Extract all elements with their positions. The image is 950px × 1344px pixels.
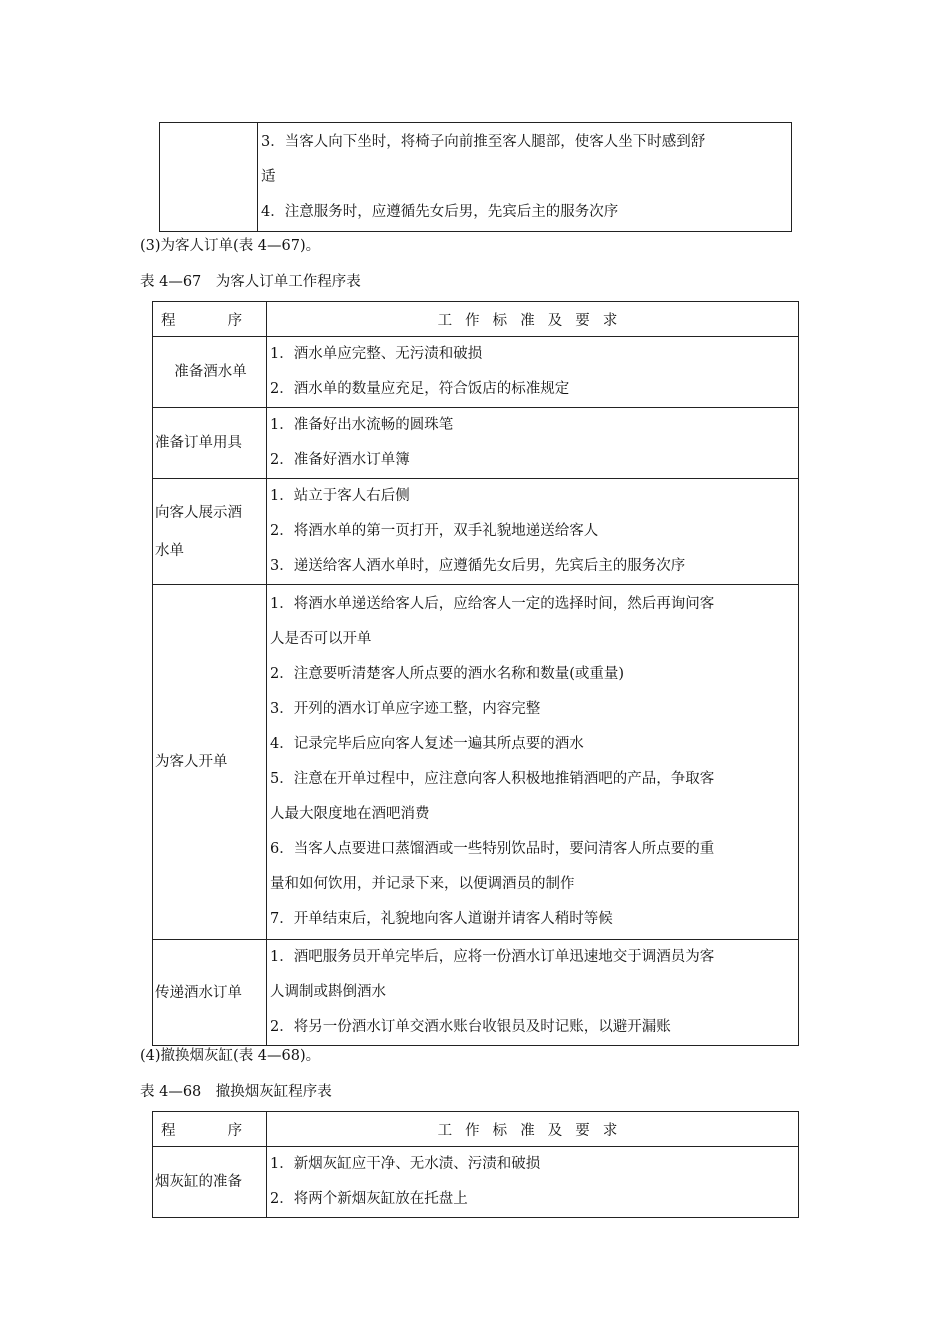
standard-line: 1．酒吧服务员开单完毕后，应将一份酒水订单迅速地交于调酒员为客 bbox=[270, 949, 715, 965]
standard-cell bbox=[267, 408, 799, 479]
table-header-row bbox=[153, 1112, 799, 1147]
standard-line: 4．注意服务时，应遵循先女后男，先宾后主的服务次序 bbox=[261, 203, 619, 220]
standard-line: 6．当客人点要进口蒸馏酒或一些特别饮品时，要问清客人所点要的重 bbox=[270, 841, 715, 857]
standard-cell bbox=[267, 337, 799, 408]
standard-line: 1．站立于客人右后侧 bbox=[270, 488, 410, 504]
table-row bbox=[153, 585, 799, 940]
standard-line: 3．递送给客人酒水单时，应遵循先女后男，先宾后主的服务次序 bbox=[270, 558, 686, 574]
standard-line: 1．准备好出水流畅的圆珠笔 bbox=[270, 417, 454, 433]
section3-intro: (3)为客人订单(表 4—67)。 bbox=[140, 238, 321, 254]
header-procedure: 程 序 bbox=[153, 1112, 267, 1147]
standard-line: 2．酒水单的数量应充足，符合饭店的标准规定 bbox=[270, 381, 570, 397]
section3-caption: 表 4—67 为客人订单工作程序表 bbox=[140, 274, 361, 290]
standard-line: 5．注意在开单过程中，应注意向客人积极地推销酒吧的产品，争取客 bbox=[270, 771, 715, 787]
standard-cell bbox=[267, 1147, 799, 1218]
header-standard: 工作标准及要求 bbox=[267, 1112, 799, 1147]
procedure-cell: 为客人开单 bbox=[153, 585, 267, 940]
standard-line: 2．准备好酒水订单簿 bbox=[270, 452, 410, 468]
header-procedure: 程 序 bbox=[153, 302, 267, 337]
table-row bbox=[153, 1147, 799, 1218]
table-row bbox=[153, 408, 799, 479]
standard-line: 适 bbox=[261, 168, 276, 185]
table-4-67 bbox=[152, 301, 799, 1046]
standard-line: 2．将两个新烟灰缸放在托盘上 bbox=[270, 1191, 468, 1207]
table-row bbox=[153, 479, 799, 585]
standard-cell bbox=[267, 940, 799, 1046]
table-row bbox=[153, 337, 799, 408]
procedure-cell: 向客人展示酒水单 bbox=[153, 479, 267, 585]
section4-intro: (4)撤换烟灰缸(表 4—68)。 bbox=[140, 1048, 321, 1064]
procedure-cell: 准备酒水单 bbox=[153, 337, 267, 408]
standard-cell bbox=[267, 479, 799, 585]
continuation-table bbox=[159, 122, 792, 232]
standard-line: 2．注意要听清楚客人所点要的酒水名称和数量(或重量) bbox=[270, 666, 625, 682]
procedure-cell-empty bbox=[160, 123, 258, 232]
standard-cell bbox=[267, 585, 799, 940]
standard-line: 4．记录完毕后应向客人复述一遍其所点要的酒水 bbox=[270, 736, 584, 752]
standard-line: 1．将酒水单递送给客人后，应给客人一定的选择时间，然后再询问客 bbox=[270, 596, 715, 612]
standard-line: 1．新烟灰缸应干净、无水渍、污渍和破损 bbox=[270, 1156, 541, 1172]
standard-cell bbox=[258, 123, 792, 232]
section4-caption: 表 4—68 撤换烟灰缸程序表 bbox=[140, 1084, 332, 1100]
standard-line: 人是否可以开单 bbox=[270, 631, 372, 647]
standard-line: 3．当客人向下坐时，将椅子向前推至客人腿部，使客人坐下时感到舒 bbox=[261, 133, 706, 150]
standard-line: 人调制或斟倒酒水 bbox=[270, 984, 386, 1000]
table-header-row bbox=[153, 302, 799, 337]
procedure-cell: 准备订单用具 bbox=[153, 408, 267, 479]
standard-line: 2．将酒水单的第一页打开，双手礼貌地递送给客人 bbox=[270, 523, 599, 539]
standard-line: 3．开列的酒水订单应字迹工整，内容完整 bbox=[270, 701, 541, 717]
standard-line: 7．开单结束后，礼貌地向客人道谢并请客人稍时等候 bbox=[270, 911, 613, 927]
table-row bbox=[153, 940, 799, 1046]
standard-line: 人最大限度地在酒吧消费 bbox=[270, 806, 430, 822]
standard-line: 量和如何饮用，并记录下来，以便调酒员的制作 bbox=[270, 876, 575, 892]
standard-line: 1．酒水单应完整、无污渍和破损 bbox=[270, 346, 483, 362]
procedure-cell: 烟灰缸的准备 bbox=[153, 1147, 267, 1218]
header-standard: 工作标准及要求 bbox=[267, 302, 799, 337]
procedure-cell: 传递酒水订单 bbox=[153, 940, 267, 1046]
standard-line: 2．将另一份酒水订单交酒水账台收银员及时记账，以避开漏账 bbox=[270, 1019, 671, 1035]
table-row bbox=[160, 123, 792, 232]
table-4-68 bbox=[152, 1111, 799, 1218]
